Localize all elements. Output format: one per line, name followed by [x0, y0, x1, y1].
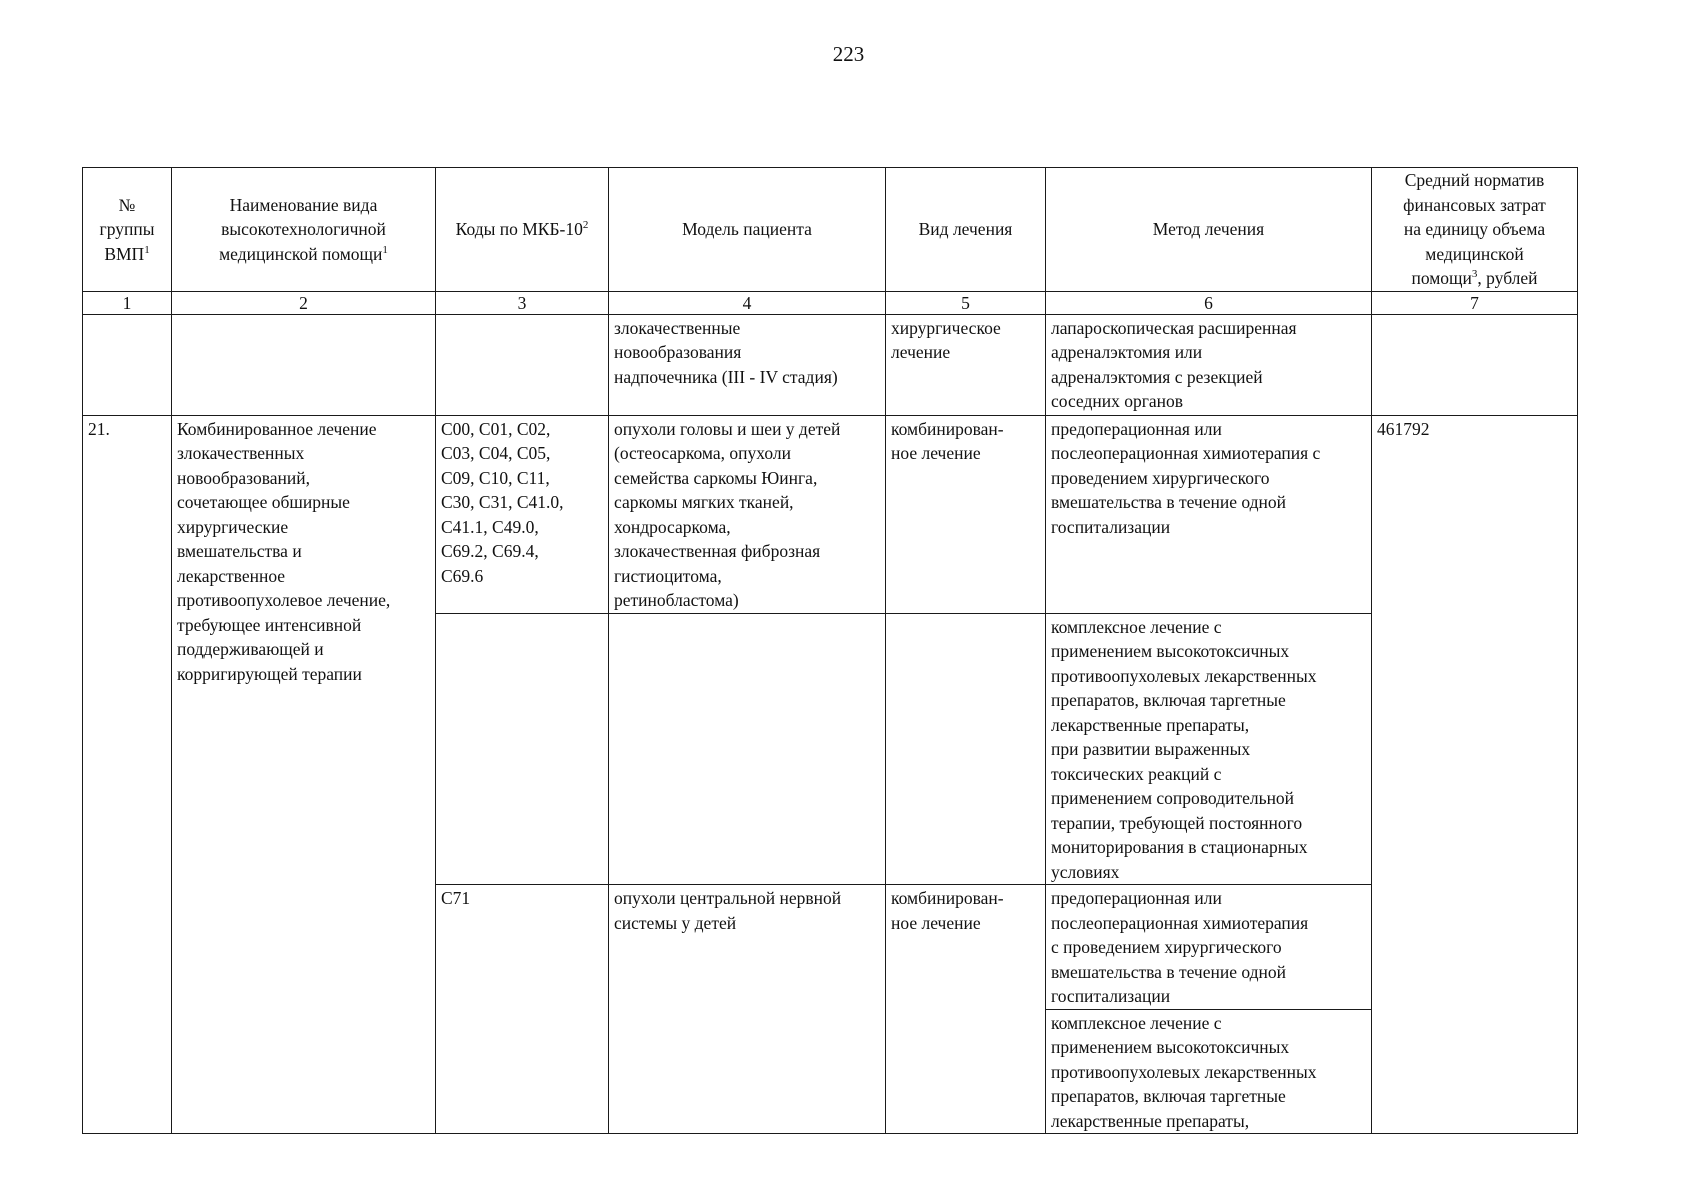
cell-treatment-method: комплексное лечение с применением высокотоксичных противоопухолевых лекарственных препаратов, включая таргетные лекарственные препараты,	[1046, 1009, 1372, 1134]
cell-treatment-method: комплексное лечение с применением высокотоксичных противоопухолевых лекарственных препаратов, включая таргетные лекарственные препараты, при развитии выраженных токсических реакций с применением сопроводительной терапии, требующей постоянного мониторирования в стационарных условиях	[1046, 613, 1372, 885]
cell-empty	[436, 314, 609, 415]
cell-group-number: 21.	[83, 415, 172, 1134]
cell-patient-model: опухоли центральной нервной системы у детей	[609, 885, 886, 1134]
cell-icd-codes: C71	[436, 885, 609, 1134]
table-row-continuation	[83, 314, 1578, 415]
column-number: 4	[609, 291, 886, 314]
cell-icd-codes: C00, C01, C02, C03, C04, C05, C09, C10, C11, C30, C31, C41.0, C41.1, C49.0, C69.2, C69.4, C69.6	[436, 415, 609, 613]
column-number: 5	[886, 291, 1046, 314]
header-patient-model: Модель пациента	[609, 168, 886, 292]
page-number: 223	[832, 42, 865, 66]
cell-empty	[83, 314, 172, 415]
cell-empty	[886, 613, 1046, 885]
cell-patient-model: злокачественные новообразования надпочечника (III - IV стадия)	[609, 314, 886, 415]
header-care-type: Наименование вида высокотехнологичной медицинской помощи$^1$	[172, 168, 436, 292]
header-treatment-type: Вид лечения	[886, 168, 1046, 292]
cell-empty	[172, 314, 436, 415]
cell-treatment-method: предоперационная или послеоперационная химиотерапия с проведением хирургического вмешательства в течение одной госпитализации	[1046, 885, 1372, 1010]
column-number-row	[83, 291, 1578, 314]
cell-cost: 461792	[1372, 415, 1578, 1134]
cell-patient-model: опухоли головы и шеи у детей (остеосаркома, опухоли семейства саркомы Юинга, саркомы мягких тканей, хондросаркома, злокачественная фиброзная гистиоцитома, ретинобластома)	[609, 415, 886, 613]
table-row-group-21-a1	[83, 415, 1578, 613]
header-group-number: № группы ВМП$^1$	[83, 168, 172, 292]
header-cost-standard: Средний норматив финансовых затрат на единицу объема медицинской помощи$^3$, рублей	[1372, 168, 1578, 292]
cell-empty	[1372, 314, 1578, 415]
cell-treatment-type: комбинирован- ное лечение	[886, 415, 1046, 613]
cell-treatment-type: комбинирован- ное лечение	[886, 885, 1046, 1134]
cell-treatment-method: лапароскопическая расширенная адреналэктомия или адреналэктомия с резекцией соседних органов	[1046, 314, 1372, 415]
column-number: 7	[1372, 291, 1578, 314]
column-number: 2	[172, 291, 436, 314]
header-treatment-method: Метод лечения	[1046, 168, 1372, 292]
header-icd-codes: Коды по МКБ-$10^2$	[436, 168, 609, 292]
header-row	[83, 168, 1578, 292]
column-number: 6	[1046, 291, 1372, 314]
vmp-table	[82, 167, 1578, 1134]
cell-empty	[609, 613, 886, 885]
cell-treatment-type: хирургическое лечение	[886, 314, 1046, 415]
column-number: 1	[83, 291, 172, 314]
column-number: 3	[436, 291, 609, 314]
cell-empty	[436, 613, 609, 885]
cell-care-type: Комбинированное лечение злокачественных новообразований, сочетающее обширные хирургические вмешательства и лекарственное противоопухолевое лечение, требующее интенсивной поддерживающей и корригирующей терапии	[172, 415, 436, 1134]
cell-treatment-method: предоперационная или послеоперационная химиотерапия с проведением хирургического вмешательства в течение одной госпитализации	[1046, 415, 1372, 613]
